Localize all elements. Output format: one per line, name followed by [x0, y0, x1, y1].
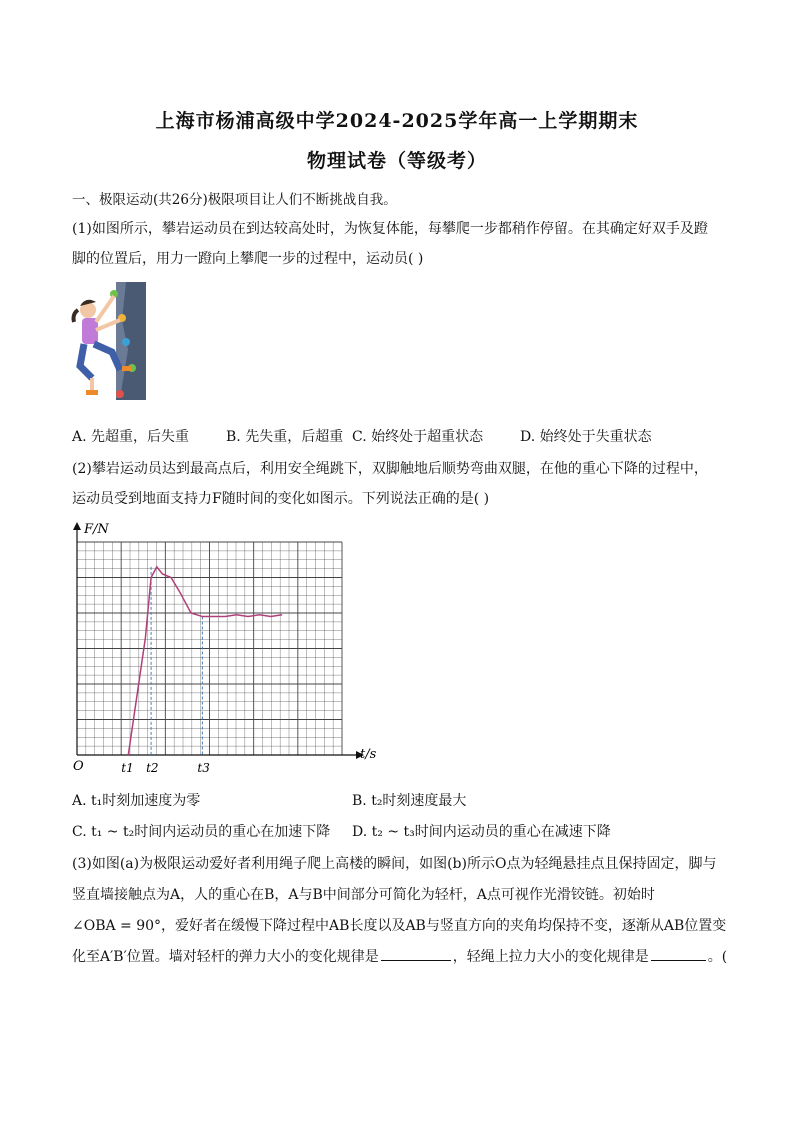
x-axis-label: t/s	[360, 747, 377, 762]
tick-label-t3: t3	[197, 761, 210, 775]
q3-line-4	[72, 946, 727, 966]
q3-line-4-part-2: ，轻绳上拉力大小的变化规律是	[452, 949, 649, 965]
section-1-heading: 一、极限运动(共26分)极限项目让人们不断挑战自我。	[72, 192, 397, 208]
tick-label-t2: t2	[146, 761, 159, 775]
q3-line-2: 竖直墙接触点为A，人的重心在B，A与B中间部分可简化为轻杆，A点可视作光滑铰链。初始时	[72, 887, 655, 903]
force-time-chart	[60, 518, 390, 776]
answer-blank-1[interactable]	[381, 948, 451, 961]
q2-option-d: D. t₂ ~ t₃时间内运动员的重心在减速下降	[352, 824, 611, 840]
q1-line-2: 脚的位置后，用力一蹬向上攀爬一步的过程中，运动员( )	[72, 251, 424, 267]
q1-option-d: D. 始终处于失重状态	[520, 429, 652, 445]
q1-option-c: C. 始终处于超重状态	[352, 429, 484, 445]
climber-illustration	[70, 280, 150, 402]
q2-option-c: C. t₁ ~ t₂时间内运动员的重心在加速下降	[72, 824, 331, 840]
y-axis-label: F/N	[84, 522, 109, 537]
q3-line-3: ∠OBA = 90°，爱好者在缓慢下降过程中AB长度以及AB与竖直方向的夹角均保持不变，逐渐从AB位置变	[72, 918, 727, 934]
title-line-1: 上海市杨浦高级中学2024-2025学年高一上学期期末	[155, 110, 639, 132]
title-line-2: 物理试卷（等级考）	[306, 150, 487, 172]
q2-line-1: (2)攀岩运动员达到最高点后，利用安全绳跳下，双脚触地后顺势弯曲双腿，在他的重心下降的过程中，	[72, 461, 708, 477]
q1-option-a: A. 先超重，后失重	[72, 429, 190, 445]
q3-line-1: (3)如图(a)为极限运动爱好者利用绳子爬上高楼的瞬间，如图(b)所示O点为轻绳悬挂点且保持固定，脚与	[72, 856, 717, 872]
q2-option-b: B. t₂时刻速度最大	[352, 793, 467, 809]
q3-line-4-part-3: 。(	[707, 949, 728, 965]
q1-option-b: B. 先失重，后超重	[226, 429, 344, 445]
origin-label: O	[73, 759, 84, 774]
chart-grid	[77, 542, 342, 755]
q3-line-4-part-1: 化至A′B′位置。墙对轻杆的弹力大小的变化规律是	[72, 949, 379, 965]
tick-label-t1: t1	[121, 761, 134, 775]
q2-line-2: 运动员受到地面支持力F随时间的变化如图示。下列说法正确的是( )	[72, 491, 490, 507]
answer-blank-2[interactable]	[651, 948, 706, 961]
y-axis-arrow	[73, 522, 81, 530]
force-curve	[128, 567, 282, 755]
q1-line-1: (1)如图所示，攀岩运动员在到达较高处时，为恢复体能，每攀爬一步都稍作停留。在其确定好双手及蹬	[72, 221, 708, 237]
q2-option-a: A. t₁时刻加速度为零	[72, 793, 201, 809]
